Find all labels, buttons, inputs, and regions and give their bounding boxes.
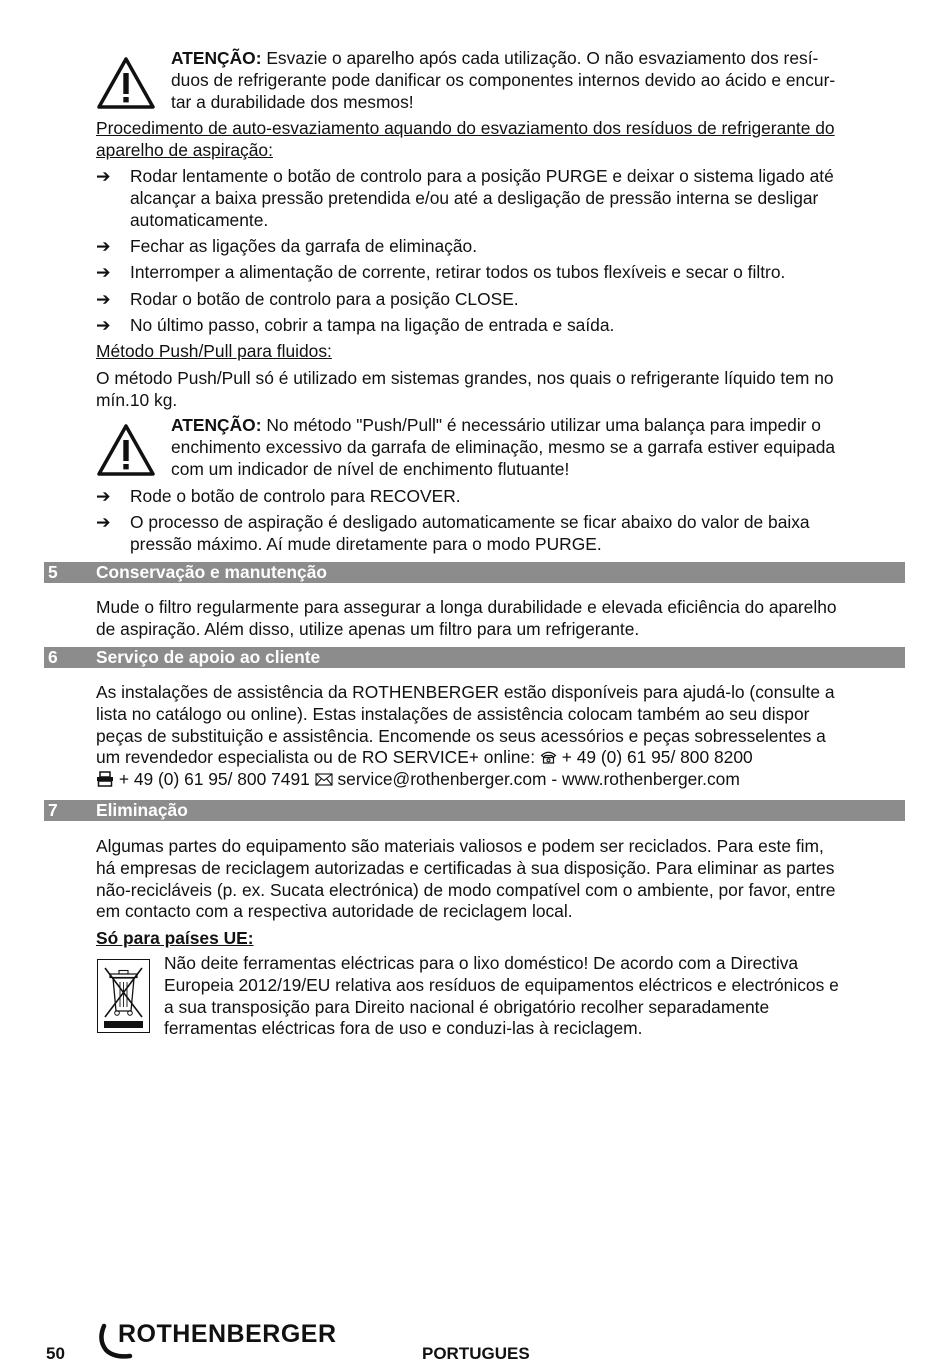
language-label: PORTUGUES (422, 1344, 530, 1363)
page-number: 50 (46, 1344, 65, 1363)
warning-text: ATENÇÃO: No método "Push/Pull" é necessário utilizar uma balança para impedir o enchimento excessivo da garrafa de eliminação, mesmo se a garrafa estiver equipada com um indicador de nível de enchimento flutuante! (171, 415, 836, 479)
warning-label: ATENÇÃO: (171, 48, 262, 68)
list-item: ➔ Fechar as ligações da garrafa de eliminação. (96, 236, 478, 256)
arrow-right-icon: ➔ (96, 166, 111, 186)
brand-logo (96, 1322, 346, 1360)
list-item: ➔ Rodar lentamente o botão de controlo para a posição PURGE e deixar o sistema ligado até alcançar a baixa pressão pretendida e/ou até a desligação de pressão interna se desligar automaticamente. (96, 166, 834, 230)
arrow-right-icon: ➔ (96, 315, 111, 335)
pushpull-heading: Método Push/Pull para fluidos: (96, 341, 332, 361)
list-item: ➔ Rodar o botão de controlo para a posição CLOSE. (96, 289, 519, 309)
warning-block-purge (96, 48, 902, 113)
warning-label: ATENÇÃO: (171, 415, 262, 435)
arrow-right-icon: ➔ (96, 262, 111, 282)
list-item: ➔ Rode o botão de controlo para RECOVER. (96, 486, 461, 506)
list-item: ➔ Interromper a alimentação de corrente, retirar todos os tubos flexíveis e secar o filtro. (96, 262, 786, 282)
list-item: ➔ O processo de aspiração é desligado automaticamente se ficar abaixo do valor de baixa pressão máximo. Aí mude diretamente para o modo PURGE. (96, 512, 810, 554)
disposal-paragraph: Algumas partes do equipamento são materiais valiosos e podem ser reciclados. Para este fim, há empresas de reciclagem autorizadas e certificadas à sua disposição. Para eliminar as partes não-recicláveis (p. ex. Sucata electrónica) de modo compatível com o ambiente, por favor, entre em contacto com a respectiva autoridade de reciclagem local. (96, 836, 836, 922)
customer-service-paragraph: As instalações de assistência da ROTHENBERGER estão disponíveis para ajudá-lo (consulte a lista no catálogo ou online). Estas instalações de assistência colocam também ao seu dispor peças de substituição e assistência. Encomende os seus acessórios e peças sobresselentes a um revendedor especialista ou de RO SERVICE+ online: + 49 (0) 61 95/ 800 8200 + 49 (0) 61 95/ 800 7491 service@rothenberger.com - www.rothenberger.com (96, 682, 835, 790)
warning-triangle-icon (96, 423, 156, 477)
fax-icon (96, 771, 114, 787)
arrow-right-icon: ➔ (96, 289, 111, 309)
brand-name: ROTHENBERGER (118, 1320, 337, 1348)
section-header-maintenance: 5 Conservação e manutenção (44, 562, 905, 583)
procedure-heading: Procedimento de auto-esvaziamento aquando do esvaziamento dos resíduos de refrigerante do aparelho de aspiração: (96, 118, 835, 160)
arrow-right-icon: ➔ (96, 512, 111, 532)
envelope-icon (315, 773, 333, 786)
warning-text: ATENÇÃO: Esvazie o aparelho após cada utilização. O não esvaziamento dos resí- duos de refrigerante pode danificar os componentes internos devido ao ácido e encur- tar a durabilidade dos mesmos! (171, 48, 836, 112)
maintenance-paragraph: Mude o filtro regularmente para assegurar a longa durabilidade e elevada eficiência do aparelho de aspiração. Além disso, utilize apenas um filtro para um refrigerante. (96, 597, 837, 639)
warning-block-pushpull (96, 415, 902, 480)
section-header-customer-service: 6 Serviço de apoio ao cliente (44, 647, 905, 668)
section-header-disposal: 7 Eliminação (44, 800, 905, 821)
arrow-right-icon: ➔ (96, 486, 111, 506)
telephone-icon (540, 750, 557, 764)
list-item: ➔ No último passo, cobrir a tampa na ligação de entrada e saída. (96, 315, 615, 335)
eu-disposal-paragraph: Não deite ferramentas eléctricas para o lixo doméstico! De acordo com a Directiva Europeia 2012/19/EU relativa aos resíduos de equipamentos eléctricos e electrónicos e a sua transposição para Direito nacional é obrigatório recolher separadamente ferramentas eléctricas fora de uso e conduzi-las à reciclagem. (164, 953, 839, 1039)
warning-triangle-icon (96, 56, 156, 110)
eu-heading: Só para países UE: (96, 928, 254, 948)
pushpull-paragraph: O método Push/Pull só é utilizado em sistemas grandes, nos quais o refrigerante líquido tem no mín.10 kg. (96, 368, 834, 410)
arrow-right-icon: ➔ (96, 236, 111, 256)
crossed-bin-icon (97, 959, 150, 1033)
